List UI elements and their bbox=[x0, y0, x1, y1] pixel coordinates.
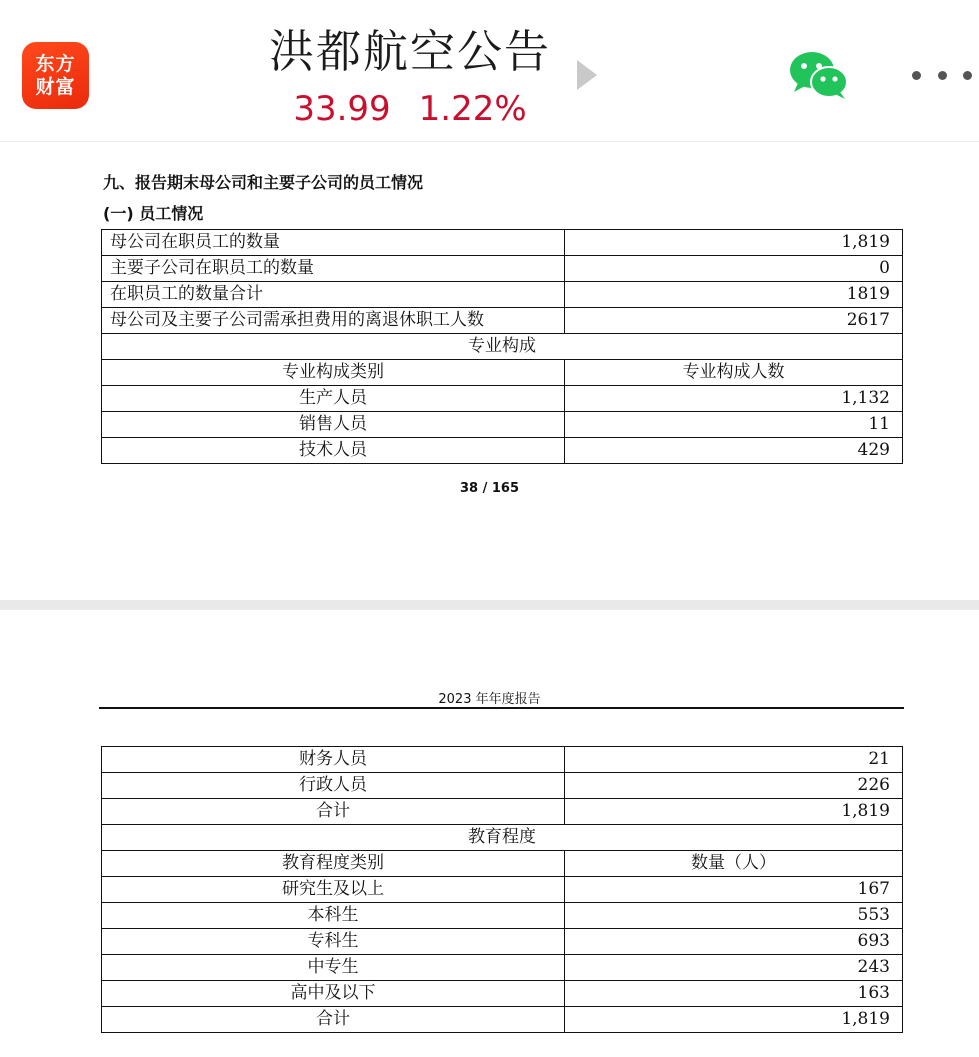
row-label: 母公司在职员工的数量 bbox=[102, 230, 565, 256]
row-label: 生产人员 bbox=[102, 386, 565, 412]
eastmoney-logo[interactable] bbox=[22, 42, 89, 109]
row-value: 1,819 bbox=[565, 799, 903, 825]
row-value: 1,132 bbox=[565, 386, 903, 412]
row-label: 专科生 bbox=[102, 929, 565, 955]
row-value: 11 bbox=[565, 412, 903, 438]
table-row bbox=[102, 929, 903, 955]
employee-table-page1 bbox=[101, 229, 903, 464]
row-label: 财务人员 bbox=[102, 747, 565, 773]
row-label: 中专生 bbox=[102, 955, 565, 981]
row-label: 合计 bbox=[102, 799, 565, 825]
table-row bbox=[102, 773, 903, 799]
running-header: 2023 年年度报告 bbox=[438, 692, 541, 707]
sub-title: (一) 员工情况 bbox=[103, 204, 204, 223]
table-row bbox=[102, 799, 903, 825]
header-rule bbox=[99, 707, 904, 709]
row-label: 行政人员 bbox=[102, 773, 565, 799]
row-label: 销售人员 bbox=[102, 412, 565, 438]
more-dot bbox=[938, 71, 947, 80]
row-label: 在职员工的数量合计 bbox=[102, 282, 565, 308]
app-header bbox=[0, 0, 979, 142]
row-label: 研究生及以上 bbox=[102, 877, 565, 903]
table-section-heading bbox=[102, 825, 903, 851]
stock-title-block[interactable] bbox=[230, 20, 590, 132]
more-dots-icon[interactable] bbox=[912, 60, 972, 90]
table-row bbox=[102, 981, 903, 1007]
row-label: 技术人员 bbox=[102, 438, 565, 464]
wechat-icon[interactable] bbox=[788, 50, 850, 100]
column-header-category: 教育程度类别 bbox=[102, 851, 565, 877]
column-header-count: 专业构成人数 bbox=[565, 360, 903, 386]
logo-text-line2: 财富 bbox=[35, 75, 76, 98]
row-value: 226 bbox=[565, 773, 903, 799]
table-column-headers bbox=[102, 360, 903, 386]
row-label: 合计 bbox=[102, 1007, 565, 1033]
stock-price: 33.99 bbox=[293, 89, 391, 129]
row-value: 167 bbox=[565, 877, 903, 903]
logo-text-line1: 东方 bbox=[35, 52, 76, 75]
table-row bbox=[102, 438, 903, 464]
row-value: 1,819 bbox=[565, 1007, 903, 1033]
row-value: 0 bbox=[565, 256, 903, 282]
more-dot bbox=[912, 71, 921, 80]
table-section-heading bbox=[102, 334, 903, 360]
column-header-count: 数量（人） bbox=[565, 851, 903, 877]
table-row bbox=[102, 256, 903, 282]
page-number: 38 / 165 bbox=[459, 481, 520, 496]
row-label: 本科生 bbox=[102, 903, 565, 929]
table-row bbox=[102, 955, 903, 981]
professional-heading: 专业构成 bbox=[102, 334, 903, 360]
section-title: 九、报告期末母公司和主要子公司的员工情况 bbox=[103, 173, 424, 192]
row-value: 163 bbox=[565, 981, 903, 1007]
table-column-headers bbox=[102, 851, 903, 877]
row-value: 2617 bbox=[565, 308, 903, 334]
row-label: 母公司及主要子公司需承担费用的离退休职工人数 bbox=[102, 308, 565, 334]
table-row bbox=[102, 1007, 903, 1033]
row-value: 21 bbox=[565, 747, 903, 773]
table-row bbox=[102, 282, 903, 308]
education-heading: 教育程度 bbox=[102, 825, 903, 851]
table-row bbox=[102, 747, 903, 773]
table-row bbox=[102, 903, 903, 929]
more-dot bbox=[963, 71, 972, 80]
table-row bbox=[102, 308, 903, 334]
table-row bbox=[102, 412, 903, 438]
table-row bbox=[102, 230, 903, 256]
row-label: 主要子公司在职员工的数量 bbox=[102, 256, 565, 282]
stock-change-percent: 1.22% bbox=[418, 89, 527, 129]
row-value: 553 bbox=[565, 903, 903, 929]
table-row bbox=[102, 877, 903, 903]
page-divider bbox=[0, 600, 979, 610]
row-value: 243 bbox=[565, 955, 903, 981]
row-value: 693 bbox=[565, 929, 903, 955]
play-triangle-icon[interactable] bbox=[577, 60, 597, 90]
stock-quote bbox=[230, 86, 590, 132]
row-value: 1,819 bbox=[565, 230, 903, 256]
table-row bbox=[102, 386, 903, 412]
column-header-category: 专业构成类别 bbox=[102, 360, 565, 386]
announcement-title: 洪都航空公告 bbox=[268, 25, 551, 78]
row-label: 高中及以下 bbox=[102, 981, 565, 1007]
row-value: 1819 bbox=[565, 282, 903, 308]
row-value: 429 bbox=[565, 438, 903, 464]
employee-table-page2 bbox=[101, 746, 903, 1033]
